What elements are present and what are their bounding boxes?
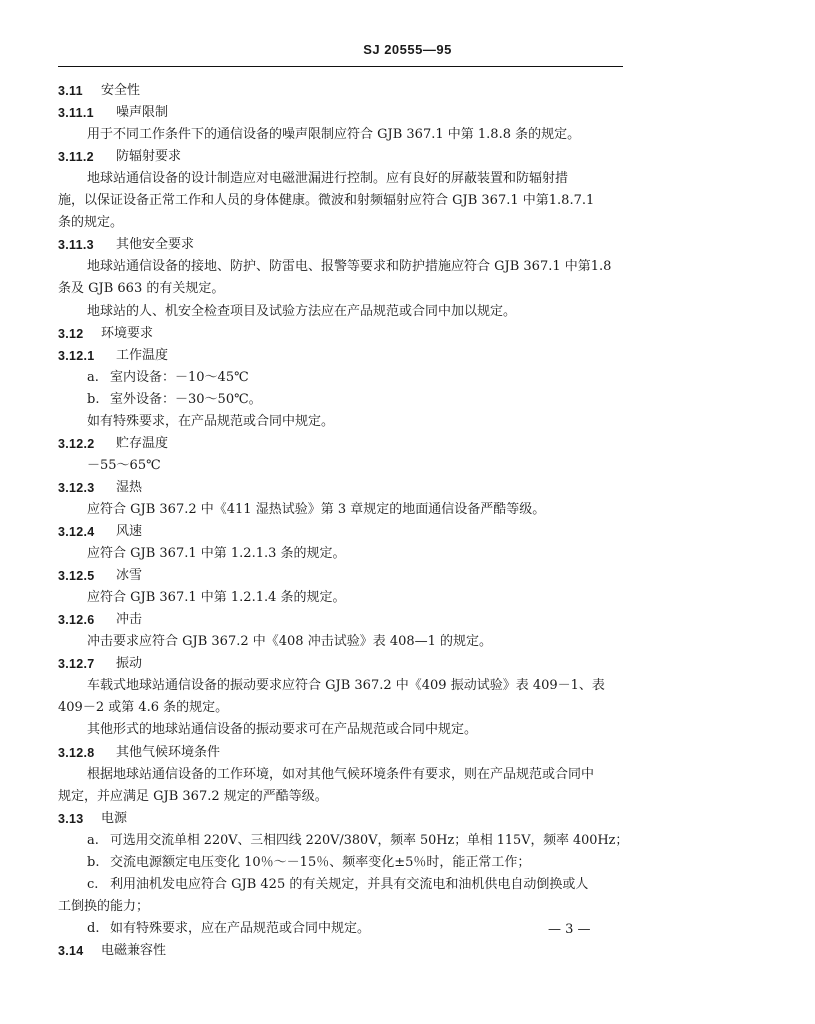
paragraph-text: －55～65℃ xyxy=(87,457,161,473)
list-item-text: 室外设备：－30～50℃。 xyxy=(110,391,262,407)
paragraph-text: 如有特殊要求，在产品规范或合同中规定。 xyxy=(87,413,335,429)
paragraph-text: 应符合 GJB 367.1 中第 1.2.1.4 条的规定。 xyxy=(87,590,346,606)
section-title: 振动 xyxy=(116,656,143,672)
list-marker: b. xyxy=(87,854,100,870)
list-item-text: 利用油机发电应符合 GJB 425 的有关规定，并具有交流电和油机供电自动倒换或人 xyxy=(110,876,589,892)
list-marker: b. xyxy=(87,391,100,407)
section-number: 3.11 xyxy=(58,84,83,98)
section-title: 贮存温度 xyxy=(116,435,169,451)
paragraph-text: 车载式地球站通信设备的振动要求应符合 GJB 367.2 中《409 振动试验》表 409－1、表 xyxy=(87,678,605,694)
paragraph-text: 409－2 或第 4.6 条的规定。 xyxy=(58,700,229,716)
section-title: 噪声限制 xyxy=(116,105,169,121)
paragraph-text: 地球站的人、机安全检查项目及试验方法应在产品规范或合同中加以规定。 xyxy=(87,303,517,319)
section-number: 3.12.3 xyxy=(58,480,95,495)
list-item-text: 如有特殊要求，应在产品规范或合同中规定。 xyxy=(110,920,371,936)
section-title: 工作温度 xyxy=(116,347,169,363)
section-number: 3.11.2 xyxy=(58,150,94,165)
section-title: 其他安全要求 xyxy=(116,237,195,253)
section-title: 电源 xyxy=(101,810,128,826)
list-marker: a. xyxy=(87,369,99,385)
paragraph-text: 地球站通信设备的接地、防护、防雷电、报警等要求和防护措施应符合 GJB 367.1 中第1.8 xyxy=(87,259,612,275)
section-number: 3.11.1 xyxy=(58,106,94,121)
list-marker: d. xyxy=(87,920,100,936)
page-number: — 3 — xyxy=(548,922,591,937)
list-item-text: 交流电源额定电压变化 10％～－15％、频率变化±5％时，能正常工作； xyxy=(110,854,531,870)
section-number: 3.12.6 xyxy=(58,613,95,628)
list-marker: a. xyxy=(87,832,99,848)
section-title: 冰雪 xyxy=(116,568,143,584)
section-title: 风速 xyxy=(116,524,143,539)
document-code-header: SJ 20555—95 xyxy=(363,42,452,57)
paragraph-text: 规定，并应满足 GJB 367.2 规定的严酷等级。 xyxy=(58,788,328,804)
paragraph-text: 其他形式的地球站通信设备的振动要求可在产品规范或合同中规定。 xyxy=(87,722,478,738)
list-item-text: 室内设备：－10～45℃ xyxy=(110,369,249,385)
header-rule xyxy=(58,66,623,67)
section-title: 安全性 xyxy=(101,83,141,98)
paragraph-text: 根据地球站通信设备的工作环境，如对其他气候环境条件有要求，则在产品规范或合同中 xyxy=(87,766,595,782)
paragraph-text: 施，以保证设备正常工作和人员的身体健康。微波和射频辐射应符合 GJB 367.1 中第1.8.7.1 xyxy=(58,193,595,209)
section-number: 3.12.7 xyxy=(58,657,95,672)
section-number: 3.12.5 xyxy=(58,569,95,584)
section-title: 环境要求 xyxy=(101,325,154,341)
list-marker: c. xyxy=(87,876,99,892)
section-number: 3.12.8 xyxy=(58,745,95,760)
paragraph-text: 冲击要求应符合 GJB 367.2 中《408 冲击试验》表 408—1 的规定。 xyxy=(87,634,493,650)
section-title: 冲击 xyxy=(116,612,143,628)
section-number: 3.12.4 xyxy=(58,525,95,539)
section-number: 3.12.1 xyxy=(58,348,95,363)
section-number: 3.13 xyxy=(58,811,84,826)
paragraph-text: 条及 GJB 663 的有关规定。 xyxy=(58,281,225,297)
section-number: 3.11.3 xyxy=(58,238,94,253)
paragraph-text: 应符合 GJB 367.1 中第 1.2.1.3 条的规定。 xyxy=(87,546,346,562)
section-title: 湿热 xyxy=(116,479,143,495)
section-title: 防辐射要求 xyxy=(116,149,182,165)
section-title: 电磁兼容性 xyxy=(101,942,167,958)
paragraph-text: 地球站通信设备的设计制造应对电磁泄漏进行控制。应有良好的屏蔽装置和防辐射措 xyxy=(87,171,569,187)
paragraph-text: 应符合 GJB 367.2 中《411 湿热试验》第 3 章规定的地面通信设备严酷等级。 xyxy=(87,501,546,517)
section-number: 3.12 xyxy=(58,326,84,341)
section-number: 3.12.2 xyxy=(58,436,95,451)
paragraph-text: 用于不同工作条件下的通信设备的噪声限制应符合 GJB 367.1 中第 1.8.8 条的规定。 xyxy=(87,127,581,143)
list-item-text: 可选用交流单相 220V、三相四线 220V/380V，频率 50Hz；单相 115V，频率 400Hz； xyxy=(110,832,629,848)
paragraph-text: 条的规定。 xyxy=(58,215,124,231)
section-title: 其他气候环境条件 xyxy=(116,744,221,760)
paragraph-text: 工倒换的能力； xyxy=(58,898,150,914)
section-number: 3.14 xyxy=(58,943,84,958)
